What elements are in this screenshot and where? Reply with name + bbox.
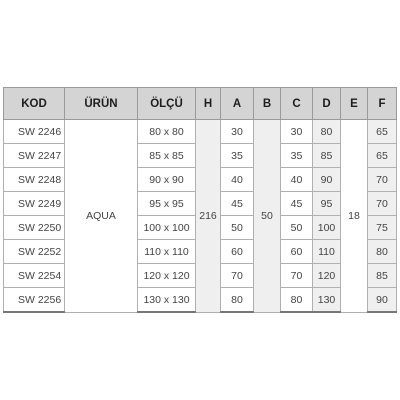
cell-a: 35 [221, 144, 254, 168]
cell-olcu: 80 x 80 [138, 120, 196, 144]
cell-kod: SW 2249 [4, 192, 65, 216]
cell-a: 30 [221, 120, 254, 144]
cell-kod: SW 2256 [4, 288, 65, 313]
cell-a: 50 [221, 216, 254, 240]
cell-d: 130 [313, 288, 341, 313]
cell-h-merged: 216 [196, 120, 221, 313]
cell-f: 70 [368, 192, 397, 216]
table-row [4, 120, 397, 144]
cell-kod: SW 2252 [4, 240, 65, 264]
cell-olcu: 90 x 90 [138, 168, 196, 192]
cell-kod: SW 2254 [4, 264, 65, 288]
cell-f: 65 [368, 144, 397, 168]
cell-c: 40 [281, 168, 313, 192]
cell-d: 110 [313, 240, 341, 264]
cell-b-merged: 50 [254, 120, 281, 313]
cell-kod: SW 2250 [4, 216, 65, 240]
cell-kod: SW 2247 [4, 144, 65, 168]
cell-d: 120 [313, 264, 341, 288]
header-h: H [196, 88, 221, 120]
cell-f: 75 [368, 216, 397, 240]
cell-olcu: 85 x 85 [138, 144, 196, 168]
cell-d: 90 [313, 168, 341, 192]
header-olcu: ÖLÇÜ [138, 88, 196, 120]
header-a: A [221, 88, 254, 120]
cell-a: 45 [221, 192, 254, 216]
header-d: D [313, 88, 341, 120]
cell-a: 40 [221, 168, 254, 192]
header-e: E [341, 88, 368, 120]
cell-c: 70 [281, 264, 313, 288]
cell-f: 65 [368, 120, 397, 144]
header-row [4, 88, 397, 120]
cell-olcu: 95 x 95 [138, 192, 196, 216]
cell-olcu: 110 x 110 [138, 240, 196, 264]
spec-table [3, 87, 397, 313]
cell-c: 45 [281, 192, 313, 216]
cell-f: 80 [368, 240, 397, 264]
spec-table-wrapper [3, 87, 396, 313]
cell-d: 100 [313, 216, 341, 240]
cell-olcu: 100 x 100 [138, 216, 196, 240]
cell-d: 95 [313, 192, 341, 216]
cell-f: 70 [368, 168, 397, 192]
cell-c: 60 [281, 240, 313, 264]
cell-c: 80 [281, 288, 313, 313]
cell-f: 85 [368, 264, 397, 288]
header-urun: ÜRÜN [65, 88, 138, 120]
cell-a: 70 [221, 264, 254, 288]
cell-a: 60 [221, 240, 254, 264]
cell-kod: SW 2248 [4, 168, 65, 192]
cell-e-merged: 18 [341, 120, 368, 313]
cell-c: 30 [281, 120, 313, 144]
cell-olcu: 130 x 130 [138, 288, 196, 313]
cell-olcu: 120 x 120 [138, 264, 196, 288]
cell-c: 50 [281, 216, 313, 240]
header-b: B [254, 88, 281, 120]
cell-d: 80 [313, 120, 341, 144]
cell-d: 85 [313, 144, 341, 168]
cell-f: 90 [368, 288, 397, 313]
cell-a: 80 [221, 288, 254, 313]
header-kod: KOD [4, 88, 65, 120]
header-c: C [281, 88, 313, 120]
cell-c: 35 [281, 144, 313, 168]
cell-kod: SW 2246 [4, 120, 65, 144]
cell-urun-merged: AQUA [65, 120, 138, 313]
header-f: F [368, 88, 397, 120]
